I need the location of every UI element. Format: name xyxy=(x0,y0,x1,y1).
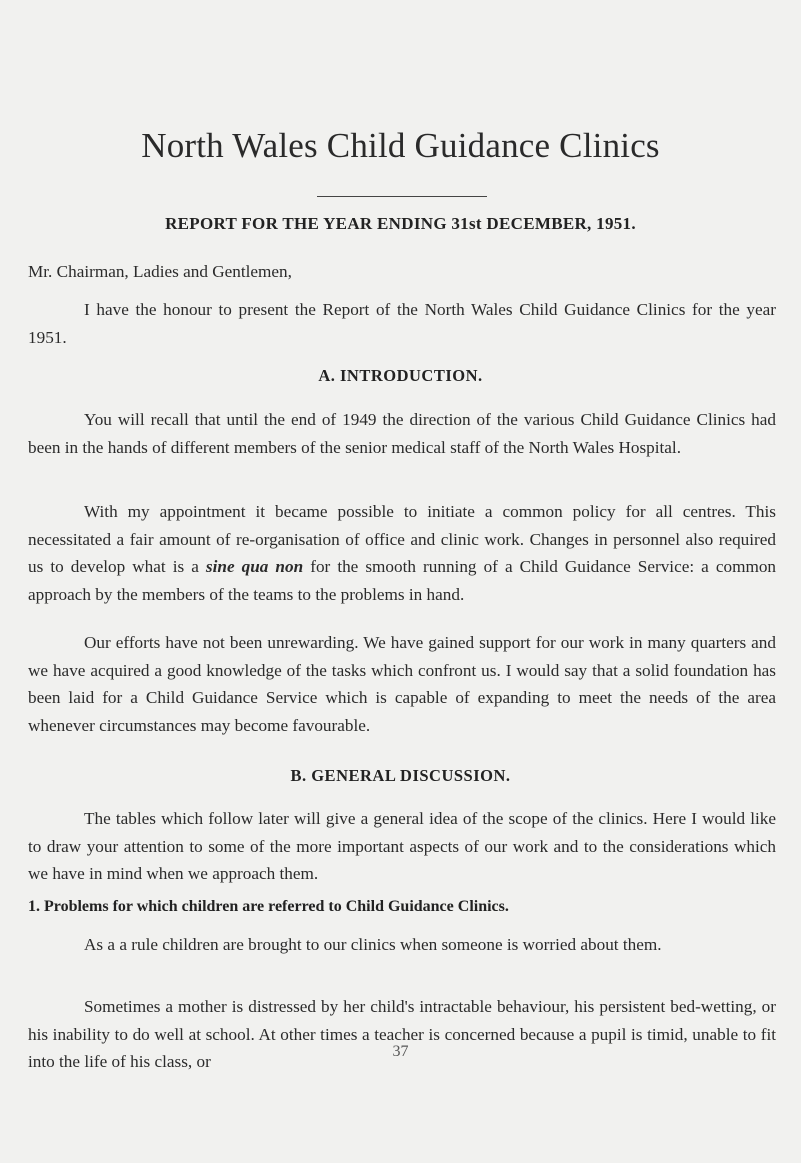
intro-paragraph: I have the honour to present the Report of the North Wales Child Guidance Clinics for the year 1951. xyxy=(28,300,776,347)
section-b-paragraph-3: Sometimes a mother is distressed by her child's intractable behaviour, his persistent bed-wetting, or his inability to do well at school. At other times a teacher is concerned because a pupil is timid, unable to fit into the life of his class, or xyxy=(28,997,776,1072)
section-b-paragraph-1: The tables which follow later will give a general idea of the scope of the clinics. Here I would like to draw your attention to some of the more important aspects of our work and to the considerations which we have in mind when we approach them. xyxy=(28,809,776,884)
salutation: Mr. Chairman, Ladies and Gentlemen, xyxy=(28,262,292,281)
section-a-paragraph-1: You will recall that until the end of 1949 the direction of the various Child Guidance Clinics had been in the hands of different members of the senior medical staff of the North Wales Hospital. xyxy=(28,410,776,457)
latin-phrase: sine qua non xyxy=(205,557,304,577)
problems-subheading: 1. Problems for which children are referred to Child Guidance Clinics. xyxy=(28,898,509,915)
report-subtitle: REPORT FOR THE YEAR ENDING 31st DECEMBER, 1951. xyxy=(165,214,636,233)
section-b-paragraph-2: As a a rule children are brought to our clinics when someone is worried about them. xyxy=(84,935,662,954)
document-title: North Wales Child Guidance Clinics xyxy=(141,126,660,165)
section-a-paragraph-2-before: With my appointment it became possible to initiate a common policy for all centres. This necessitated a fair amount of re-organisation of office and clinic work. Changes in personnel also required us to develop what is a xyxy=(28,502,776,577)
section-a-paragraph-2 xyxy=(28,498,776,608)
section-a-paragraph-2-after: for the smooth running of a Child Guidance Service: a common approach by the members of the teams to the problems in hand. xyxy=(28,557,777,604)
section-a-heading: A. INTRODUCTION. xyxy=(318,366,483,385)
page-number: 37 xyxy=(392,1043,409,1060)
title-divider xyxy=(317,196,487,197)
section-b-heading: B. GENERAL DISCUSSION. xyxy=(290,766,511,785)
section-a-paragraph-3: Our efforts have not been unrewarding. We have gained support for our work in many quarters and we have acquired a good knowledge of the tasks which confront us. I would say that a solid foundation has been laid for a Child Guidance Service which is capable of expanding to meet the needs of the area whenever circumstances may become favourable. xyxy=(28,633,776,735)
